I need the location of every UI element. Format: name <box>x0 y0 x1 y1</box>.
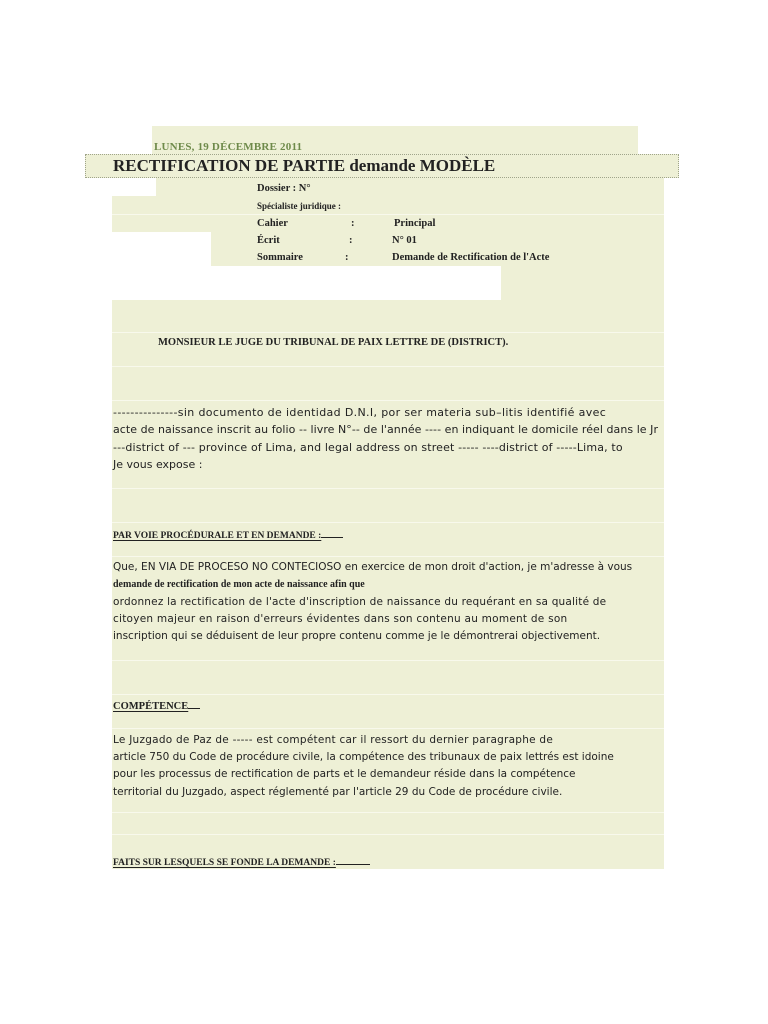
row-divider <box>112 332 664 333</box>
faits-heading <box>113 855 370 868</box>
row-divider <box>112 556 664 557</box>
cahier-value: Principal <box>394 218 436 229</box>
intro-line: ---district of --- province of Lima, and legal address on street ----- ----district of -----Lima, to <box>113 441 623 454</box>
heading-underline <box>321 528 343 538</box>
ecrit-value: N° 01 <box>392 235 417 246</box>
row-divider <box>112 214 664 215</box>
procedure-line: Que, EN VIA DE PROCESO NO CONTECIOSO en exercice de mon droit d'action, je m'adresse à vous <box>113 561 633 573</box>
info-panel-left-gap <box>112 178 156 196</box>
procedure-heading-text: PAR VOIE PROCÉDURALE ET EN DEMANDE : <box>113 531 322 541</box>
dossier-label: Dossier : N° <box>257 183 311 194</box>
row-divider <box>112 694 664 695</box>
competence-line: pour les processus de rectification de parts et le demandeur réside dans la compétence <box>113 768 576 780</box>
row-divider <box>112 812 664 813</box>
competence-line: territorial du Juzgado, aspect réglementé par l'article 29 du Code de procédure civile. <box>113 786 563 798</box>
cahier-label: Cahier <box>257 218 288 229</box>
row-divider <box>112 834 664 835</box>
row-divider <box>112 660 664 661</box>
row-divider <box>112 522 664 523</box>
cahier-separator: : <box>351 218 355 229</box>
competence-line: Le Juzgado de Paz de ----- est compétent car il ressort du dernier paragraphe de <box>113 734 554 746</box>
heading-underline <box>188 699 200 709</box>
procedure-line: ordonnez la rectification de l'acte d'inscription de naissance du requérant en sa qualité de <box>113 596 607 608</box>
row-divider <box>112 400 664 401</box>
intro-line: Je vous expose : <box>113 458 203 471</box>
ecrit-label: Écrit <box>257 235 280 246</box>
intro-line: acte de naissance inscrit au folio -- livre N°-- de l'année ---- en indiquant le domicile réel dans le Jr <box>113 423 659 436</box>
competence-heading <box>113 699 200 712</box>
heading-underline <box>336 855 370 865</box>
specialiste-label: Spécialiste juridique : <box>257 201 342 211</box>
row-divider <box>112 728 664 729</box>
faits-heading-text: FAITS SUR LESQUELS SE FONDE LA DEMANDE : <box>113 858 336 868</box>
procedure-line: citoyen majeur en raison d'erreurs évidentes dans son contenu au moment de son <box>113 613 568 625</box>
row-divider <box>112 366 664 367</box>
ecrit-separator: : <box>349 235 353 246</box>
intro-line: ---------------sin documento de identidad D.N.I, por ser materia sub–litis identifié avec <box>113 406 607 419</box>
page-title: RECTIFICATION DE PARTIE demande MODÈLE <box>113 156 496 175</box>
competence-heading-text: COMPÉTENCE <box>113 701 189 712</box>
info-panel-top <box>112 178 664 232</box>
post-date: LUNES, 19 DÉCEMBRE 2011 <box>154 141 303 153</box>
sommaire-separator: : <box>345 252 349 263</box>
procedure-bold-line: demande de rectification de mon acte de naissance afin que <box>113 579 365 590</box>
procedure-line: inscription qui se déduisent de leur propre contenu comme je le démontrerai objectivement. <box>113 630 601 642</box>
sommaire-value: Demande de Rectification de l'Acte <box>392 252 550 263</box>
competence-line: article 750 du Code de procédure civile, la compétence des tribunaux de paix lettrés est idoine <box>113 751 614 763</box>
sommaire-label: Sommaire <box>257 252 303 263</box>
addressee-line: MONSIEUR LE JUGE DU TRIBUNAL DE PAIX LETTRE DE (DISTRICT). <box>158 337 509 348</box>
row-divider <box>112 488 664 489</box>
procedure-heading <box>113 528 343 541</box>
info-panel-right <box>501 266 664 300</box>
